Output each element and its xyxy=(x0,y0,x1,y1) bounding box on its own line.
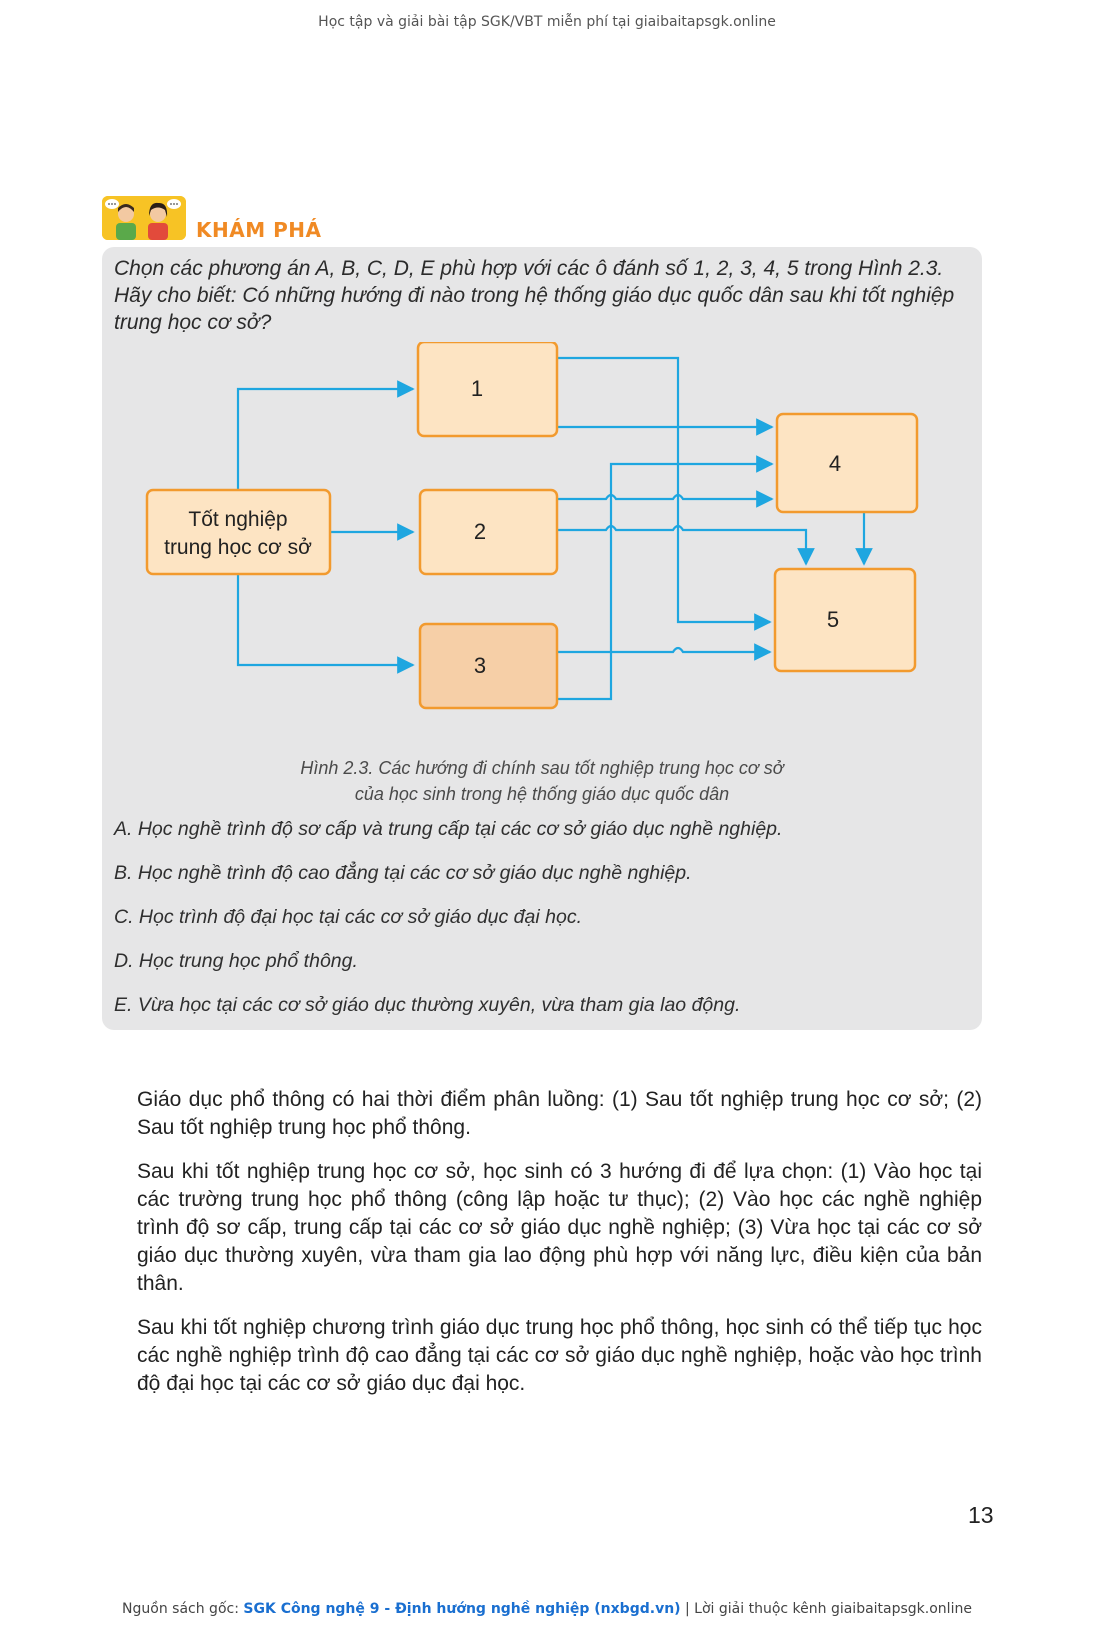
pathway-diagram xyxy=(102,342,982,762)
footer-suffix: | Lời giải thuộc kênh giaibaitapsgk.online xyxy=(680,1601,972,1617)
arrow-start-to-1 xyxy=(238,389,413,490)
box-3-label: 3 xyxy=(473,653,487,678)
answer-options xyxy=(114,817,974,1037)
option-c: C. Học trình độ đại học tại các cơ sở giáo dục đại học. xyxy=(114,906,582,928)
top-watermark-note: Học tập và giải bài tập SGK/VBT miễn phí tại giaibaitapsgk.online xyxy=(318,14,776,30)
option-d: D. Học trung học phổ thông. xyxy=(114,950,358,972)
footer-note xyxy=(0,1601,1094,1617)
option-a: A. Học nghề trình độ sơ cấp và trung cấp tại các cơ sở giáo dục nghề nghiệp. xyxy=(114,818,783,840)
arrow-3-to-5 xyxy=(557,648,770,652)
paragraph: Giáo dục phổ thông có hai thời điểm phân luồng: (1) Sau tốt nghiệp trung học cơ sở; (2) Sau tốt nghiệp trung học phổ thông. xyxy=(137,1088,982,1139)
figure-caption-line2: của học sinh trong hệ thống giáo dục quốc dân xyxy=(354,784,730,804)
box-5-label: 5 xyxy=(826,607,840,632)
paragraph: Sau khi tốt nghiệp trung học cơ sở, học sinh có 3 hướng đi để lựa chọn: (1) Vào học tại các trường trung học phổ thông (công lập hoặc tư thục); (2) Vào học các nghề nghiệp trình độ sơ cấp, trung cấp tại các cơ sở giáo dục nghề nghiệp; (3) Vừa học tại các cơ sở giáo dục thường xuyên, vừa tham gia lao động phù hợp với năng lực, điều kiện của bản thân. xyxy=(137,1160,982,1295)
body-text xyxy=(137,1086,982,1414)
section-title: KHÁM PHÁ xyxy=(196,218,322,242)
arrow-1-to-5 xyxy=(557,358,770,622)
box-2-label: 2 xyxy=(473,519,487,544)
arrow-2-to-5 xyxy=(557,526,806,564)
figure-caption-line1: Hình 2.3. Các hướng đi chính sau tốt nghiệp trung học cơ sở xyxy=(300,758,784,778)
start-box xyxy=(147,490,330,574)
paragraph: Sau khi tốt nghiệp chương trình giáo dục trung học phổ thông, học sinh có thể tiếp tục học các nghề nghiệp trình độ cao đẳng tại các cơ sở giáo dục nghề nghiệp, hoặc vào học trình độ đại học tại các cơ sở giáo dục đại học. xyxy=(137,1316,982,1395)
box-4-label: 4 xyxy=(828,451,842,476)
start-box-label-line2: trung học cơ sở xyxy=(164,536,312,559)
explore-box xyxy=(102,247,982,1030)
footer-source-link[interactable]: SGK Công nghệ 9 - Định hướng nghề nghiệp (nxbgd.vn) xyxy=(243,1601,681,1617)
page-number: 13 xyxy=(968,1502,994,1528)
box-3 xyxy=(420,624,557,708)
box-1-label: 1 xyxy=(470,376,484,401)
arrow-2-to-4 xyxy=(557,495,772,499)
box-5 xyxy=(775,569,915,671)
footer-prefix: Nguồn sách gốc: xyxy=(122,1601,244,1617)
box-1 xyxy=(418,342,557,436)
start-box-label-line1: Tốt nghiệp xyxy=(188,508,288,531)
box-4 xyxy=(777,414,917,512)
arrow-start-to-3 xyxy=(238,574,413,665)
figure-caption xyxy=(102,755,982,807)
option-b: B. Học nghề trình độ cao đẳng tại các cơ sở giáo dục nghề nghiệp. xyxy=(114,862,692,884)
option-e: E. Vừa học tại các cơ sở giáo dục thường xuyên, vừa tham gia lao động. xyxy=(114,994,741,1016)
students-discussion-icon xyxy=(102,196,186,240)
box-2 xyxy=(420,490,557,574)
question-text: Chọn các phương án A, B, C, D, E phù hợp với các ô đánh số 1, 2, 3, 4, 5 trong Hình 2.3. Hãy cho biết: Có những hướng đi nào trong hệ thống giáo dục quốc dân sau khi tốt nghiệp trung học cơ sở? xyxy=(114,257,955,334)
